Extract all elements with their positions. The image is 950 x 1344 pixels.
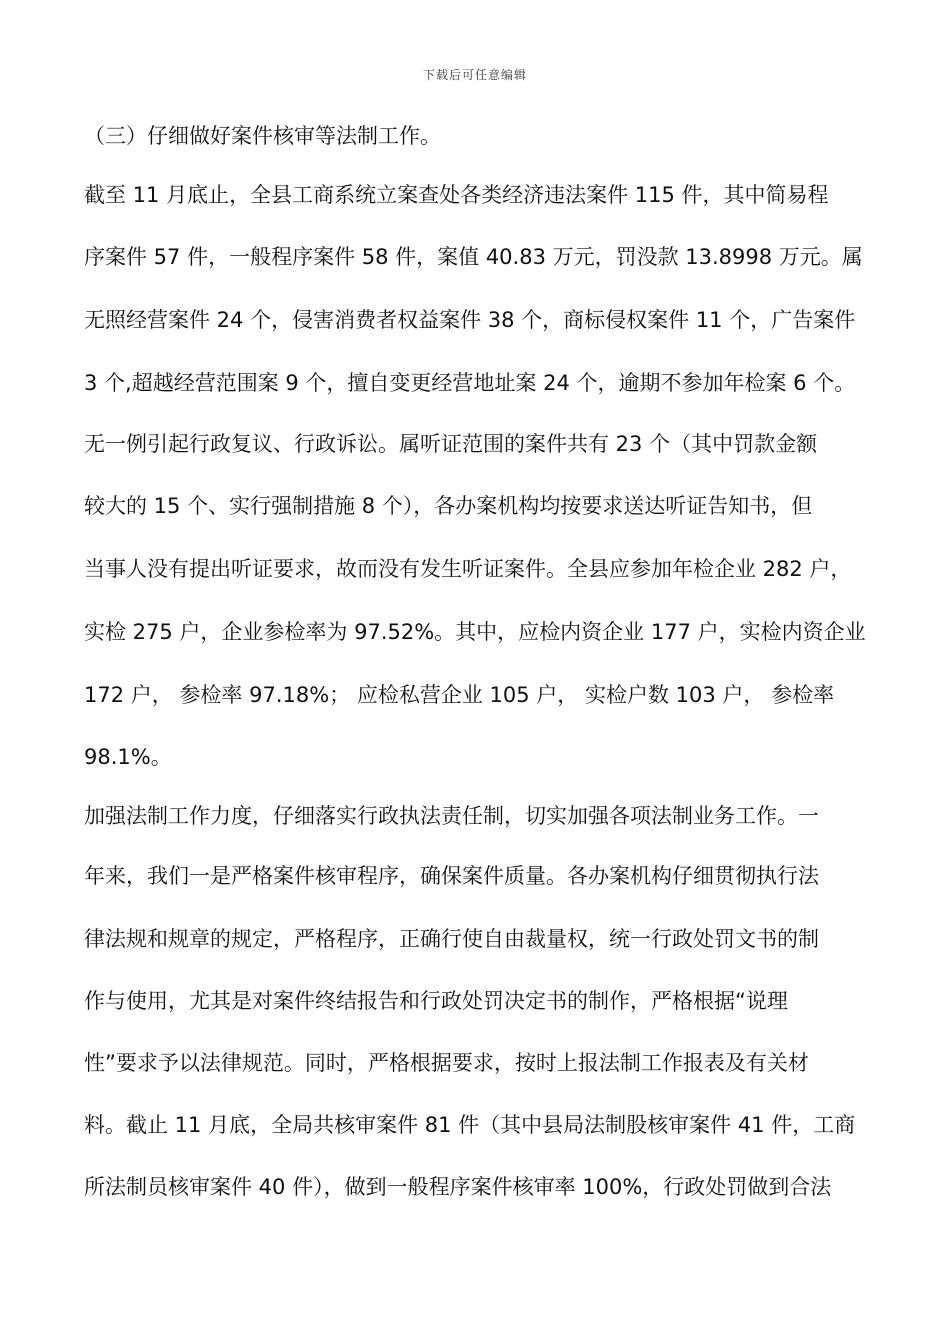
paragraph-line: 所法制员核审案件 40 件），做到一般程序案件核审率 100%，行政处罚做到合法 — [84, 1175, 832, 1199]
paragraph-line: 律法规和规章的规定，严格程序，正确行使自由裁量权，统一行政处罚文书的制 — [84, 927, 819, 951]
section-heading: （三）仔细做好案件核审等法制工作。 — [84, 124, 441, 148]
paragraph-line: 序案件 57 件，一般程序案件 58 件，案值 40.83 万元，罚没款 13.8998 万元。属 — [84, 245, 863, 269]
paragraph-line: 98.1%。 — [84, 745, 172, 769]
paragraph-line: 无照经营案件 24 个，侵害消费者权益案件 38 个，商标侵权案件 11 个，广告案件 — [84, 308, 856, 332]
paragraph-line: 加强法制工作力度，仔细落实行政执法责任制，切实加强各项法制业务工作。一 — [84, 804, 819, 828]
paragraph-line: 3 个,超越经营范围案 9 个，擅自变更经营地址案 24 个，逾期不参加年检案 6 个。 — [84, 371, 856, 395]
paragraph-line: 年来，我们一是严格案件核审程序，确保案件质量。各办案机构仔细贯彻执行法 — [84, 864, 819, 888]
paragraph-line: 172 户， 参检率 97.18%； 应检私营企业 105 户， 实检户数 103 户， 参检率 — [84, 683, 835, 707]
paragraph-line: 较大的 15 个、实行强制措施 8 个），各办案机构均按要求送达听证告知书，但 — [84, 494, 813, 518]
paragraph-line: 当事人没有提出听证要求，故而没有发生听证案件。全县应参加年检企业 282 户， — [84, 557, 852, 581]
paragraph-line: 料。截止 11 月底，全局共核审案件 81 件（其中县局法制股核审案件 41 件，工商 — [84, 1113, 856, 1137]
paragraph-line: 实检 275 户，企业参检率为 97.52%。其中，应检内资企业 177 户，实检内资企业 — [84, 620, 866, 644]
paragraph-line: 截至 11 月底止，全县工商系统立案查处各类经济违法案件 115 件，其中简易程 — [84, 183, 829, 207]
paragraph-line: 性”要求予以法律规范。同时，严格根据要求，按时上报法制工作报表及有关材 — [84, 1051, 809, 1075]
paragraph-line: 作与使用，尤其是对案件终结报告和行政处罚决定书的制作，严格根据“说理 — [84, 989, 788, 1013]
paragraph-line: 无一例引起行政复议、行政诉讼。属听证范围的案件共有 23 个（其中罚款金额 — [84, 432, 818, 456]
header-note: 下载后可任意编辑 — [422, 68, 527, 82]
